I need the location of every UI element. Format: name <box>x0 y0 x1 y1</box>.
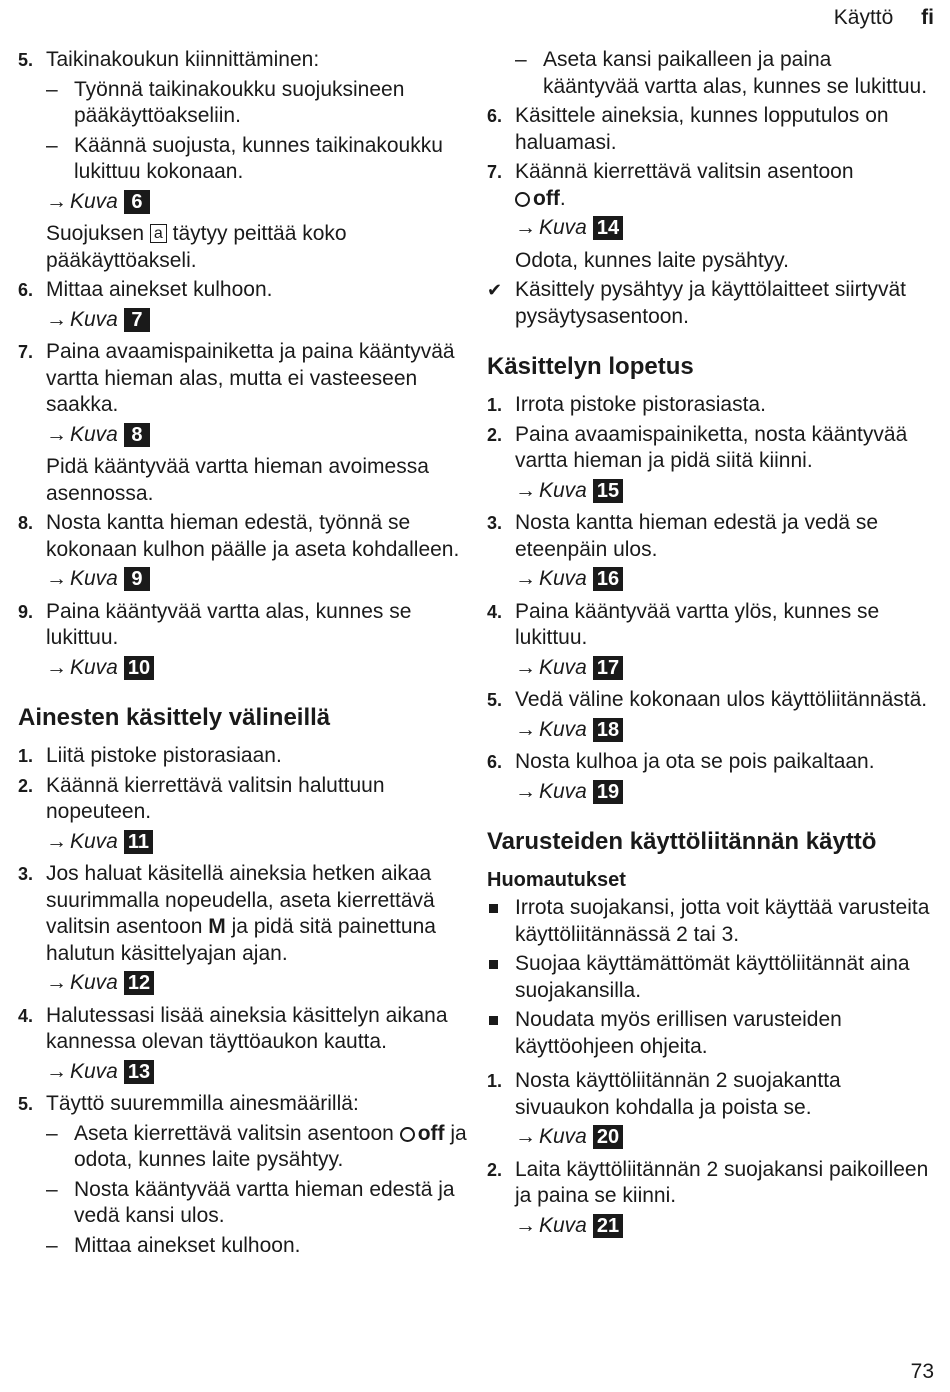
step-end-3: 3. Nosta kantta hieman edestä ja vedä se eteenpäin ulos. → Kuva 16 <box>487 510 932 593</box>
figure-ref: → Kuva 21 <box>515 1213 932 1240</box>
result-item: ✔ Käsittely pysähtyy ja käyttölaitteet siirtyvät pysäytysasentoon. <box>487 278 906 328</box>
sub-step: – Aseta kierrettävä valitsin asentoon off ja odota, kunnes laite pysähtyy. <box>46 1121 468 1174</box>
step-left-8: 8. Nosta kantta hieman edestä, työnnä se kokonaan kulhon päälle ja aseta kohdalleen. → Kuva 9 <box>18 510 468 593</box>
sub-step: – Työnnä taikinakoukku suojuksineen pääkäyttöakseliin. <box>46 77 468 130</box>
figure-ref: → Kuva 12 <box>46 970 468 997</box>
step-tools-3: 3. Jos haluat käsitellä aineksia hetken aikaa suurimmalla nopeudella, aseta kierrettävä valitsin asentoon M ja pidä sitä painettuna halutun käsittelyajan ajan. → Kuva 12 <box>18 861 468 997</box>
figure-ref: → Kuva 10 <box>46 655 468 682</box>
figure-ref: → Kuva 13 <box>46 1059 468 1086</box>
step-acc-1: 1. Nosta käyttöliitännän 2 suojakantta sivuaukon kohdalla ja poista se. → Kuva 20 <box>487 1068 932 1151</box>
section-heading-accessory: Varusteiden käyttöliitännän käyttö <box>487 828 877 855</box>
figure-ref: → Kuva 17 <box>515 655 932 682</box>
figure-ref: → Kuva 19 <box>515 779 932 806</box>
step-end-6: 6. Nosta kulhoa ja ota se pois paikaltaan. → Kuva 19 <box>487 749 932 805</box>
section-heading-tools: Ainesten käsittely välineillä <box>18 704 331 731</box>
sub-step: – Käännä suojusta, kunnes taikinakoukku lukittuu kokonaan. <box>46 133 468 186</box>
off-circle-icon <box>400 1127 415 1142</box>
off-circle-icon <box>515 192 530 207</box>
sub-step: – Mittaa ainekset kulhoon. <box>46 1233 468 1260</box>
note-item: Noudata myös erillisen varusteiden käyttöohjeen ohjeita. <box>487 1007 932 1060</box>
figure-ref: → Kuva 7 <box>46 307 468 334</box>
notes-heading: Huomautukset <box>487 869 626 891</box>
step-end-5: 5. Vedä väline kokonaan ulos käyttöliitännästä. → Kuva 18 <box>487 687 932 743</box>
label-a-icon: a <box>150 224 167 243</box>
figure-ref: → Kuva 20 <box>515 1124 932 1151</box>
bullet-square-icon <box>489 960 498 969</box>
max-speed-symbol: M <box>208 915 226 938</box>
step-acc-2: 2. Laita käyttöliitännän 2 suojakansi paikoilleen ja paina se kiinni. → Kuva 21 <box>487 1157 932 1240</box>
figure-ref: → Kuva 9 <box>46 566 468 593</box>
step-end-4: 4. Paina kääntyvää vartta ylös, kunnes se lukittuu. → Kuva 17 <box>487 599 932 682</box>
bullet-square-icon <box>489 1016 498 1025</box>
step-left-6: 6. Mittaa ainekset kulhoon. → Kuva 7 <box>18 277 468 333</box>
figure-ref: → Kuva 16 <box>515 566 932 593</box>
section-heading-end: Käsittelyn lopetus <box>487 353 694 380</box>
bullet-square-icon <box>489 904 498 913</box>
step-end-1: 1. Irrota pistoke pistorasiasta. <box>487 393 766 416</box>
figure-ref: → Kuva 6 <box>46 189 468 216</box>
checkmark-icon: ✔ <box>487 280 503 300</box>
step-end-2: 2. Paina avaamispainiketta, nosta kääntyvää vartta hieman ja pidä siitä kiinni. → Kuva 15 <box>487 422 932 505</box>
right-column <box>487 47 932 1245</box>
figure-ref: → Kuva 11 <box>46 829 468 856</box>
figure-ref: → Kuva 18 <box>515 717 932 744</box>
left-column <box>18 47 468 1262</box>
figure-ref: → Kuva 15 <box>515 478 932 505</box>
step-right-7: 7. Käännä kierrettävä valitsin asentoon off. → Kuva 14 Odota, kunnes laite pysähtyy. <box>487 159 932 274</box>
figure-ref: → Kuva 8 <box>46 422 468 449</box>
step-tools-2: 2. Käännä kierrettävä valitsin haluttuun nopeuteen. → Kuva 11 <box>18 773 468 856</box>
note-item: Suojaa käyttämättömät käyttöliitännät aina suojakansilla. <box>487 951 932 1004</box>
step-tools-1: 1. Liitä pistoke pistorasiaan. <box>18 744 282 767</box>
note-item: Irrota suojakansi, jotta voit käyttää varusteita käyttöliitännässä 2 tai 3. <box>487 895 932 948</box>
continued-sub-step: – Aseta kansi paikalleen ja paina kääntyvää vartta alas, kunnes se lukittuu. <box>487 47 932 100</box>
figure-ref: → Kuva 14 <box>515 215 932 242</box>
step-left-7: 7. Paina avaamispainiketta ja paina kääntyvää vartta hieman alas, mutta ei vasteeseen saakka. → Kuva 8 Pidä kääntyvää vartta hieman avoimessa asennossa. <box>18 339 468 507</box>
step-tools-4: 4. Halutessasi lisää aineksia käsittelyn aikana kannessa olevan täyttöaukon kautta. → Kuva 13 <box>18 1003 468 1086</box>
step-tools-5: 5. Täyttö suuremmilla ainesmäärillä: – Aseta kierrettävä valitsin asentoon off ja odota, kunnes laite pysähtyy. – Nosta kääntyvää vartta hieman edestä ja vedä kansi ulos. – Mittaa ainekset kulhoon. <box>18 1091 468 1259</box>
page-number: 73 <box>910 1360 934 1383</box>
step-right-6: 6. Käsittele aineksia, kunnes lopputulos on haluamasi. <box>487 104 889 154</box>
language-code: fi <box>921 6 934 29</box>
step-left-9: 9. Paina kääntyvää vartta alas, kunnes se lukittuu. → Kuva 10 <box>18 599 468 682</box>
page-header <box>834 6 934 30</box>
section-title: Käyttö <box>833 6 894 29</box>
step-left-5: 5. Taikinakoukun kiinnittäminen: – Työnnä taikinakoukku suojuksineen pääkäyttöakseliin. – Käännä suojusta, kunnes taikinakoukku lukittuu kokonaan. → Kuva 6 Suojuksen a täytyy peittää koko pääkäyttöakseli. <box>18 47 468 274</box>
sub-step: – Nosta kääntyvää vartta hieman edestä ja vedä kansi ulos. <box>46 1177 468 1230</box>
